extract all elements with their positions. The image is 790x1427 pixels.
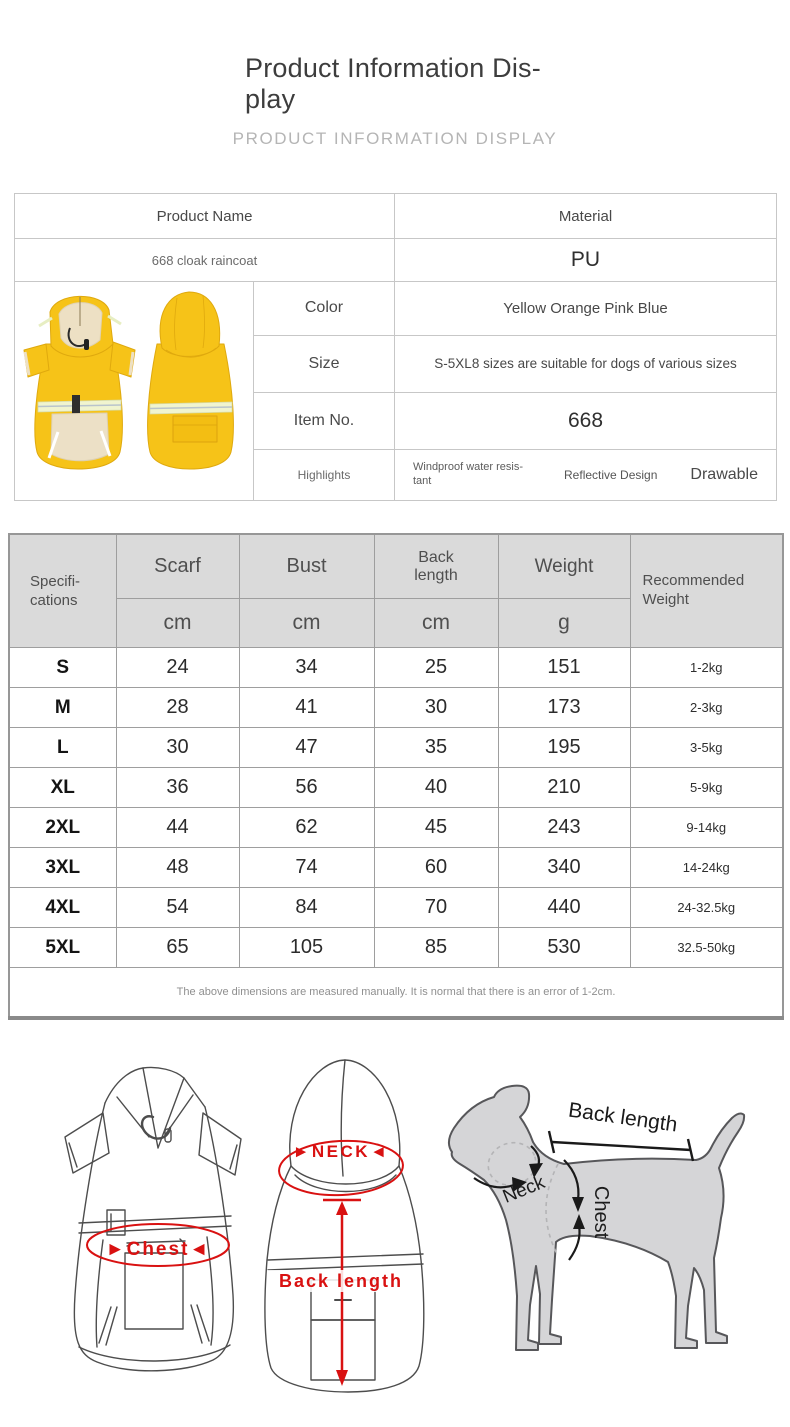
- product-name-value: 668 cloak raincoat: [15, 239, 395, 282]
- size-cell: 3XL: [9, 848, 116, 888]
- color-value: Yellow Orange Pink Blue: [395, 282, 777, 336]
- dog-chest-label: Chest: [590, 1185, 612, 1239]
- table-row: 5XL 65 105 85 530 32.5-50kg: [9, 928, 783, 968]
- color-label: Color: [254, 282, 395, 336]
- product-name-label: Product Name: [15, 194, 395, 239]
- table-row: XL 36 56 40 210 5-9kg: [9, 768, 783, 808]
- col-header-bust: Bust: [239, 534, 374, 599]
- table-row: M 28 41 30 173 2-3kg: [9, 688, 783, 728]
- size-cell: 5XL: [9, 928, 116, 968]
- table-row: 3XL 48 74 60 340 14-24kg: [9, 848, 783, 888]
- highlights-label: Highlights: [254, 450, 395, 501]
- table-row: L 30 47 35 195 3-5kg: [9, 728, 783, 768]
- col-header-back-length: Back length: [374, 534, 498, 599]
- back-sketch: [253, 1048, 443, 1396]
- back-length-bracket: [549, 1099, 693, 1161]
- highlight-item: Windproof water resis-tant: [413, 461, 524, 488]
- page-subtitle: PRODUCT INFORMATION DISPLAY: [232, 129, 558, 148]
- product-photo-front: [24, 296, 135, 469]
- col-header-specifications: Specifi- cations: [9, 534, 116, 648]
- unit-cm: cm: [239, 599, 374, 648]
- chest-annotation: [87, 1224, 229, 1266]
- page-title-line1: Product Information Dis-: [245, 53, 541, 83]
- col-header-recommended-weight: Recommended Weight: [630, 534, 783, 648]
- back-length-annotation: [267, 1200, 417, 1386]
- unit-cm: cm: [116, 599, 239, 648]
- size-cell: L: [9, 728, 116, 768]
- size-cell: M: [9, 688, 116, 728]
- product-photo-back: [147, 292, 233, 469]
- size-spec-table: [8, 533, 784, 1020]
- neck-label: ►NECK◄: [292, 1142, 390, 1161]
- front-sketch-lines: [65, 1067, 241, 1370]
- size-cell: 2XL: [9, 808, 116, 848]
- back-length-label: Back length: [278, 1271, 404, 1291]
- unit-g: g: [498, 599, 630, 648]
- front-sketch: [45, 1055, 260, 1385]
- highlight-item: Reflective Design: [564, 468, 658, 483]
- col-header-scarf: Scarf: [116, 534, 239, 599]
- item-no-label: Item No.: [254, 392, 395, 450]
- neck-annotation: [278, 1138, 405, 1198]
- raincoat-photo-illustration: [16, 282, 253, 496]
- material-label: Material: [395, 194, 777, 239]
- size-value: S-5XL8 sizes are suitable for dogs of various sizes: [395, 335, 777, 392]
- page-title-line2: play: [245, 83, 296, 114]
- dog-neck-label: Neck: [499, 1172, 548, 1208]
- unit-cm: cm: [374, 599, 498, 648]
- back-sketch-lines: [265, 1060, 424, 1392]
- highlights-values: [395, 461, 776, 489]
- size-cell: 4XL: [9, 888, 116, 928]
- dog-measure-diagram: [430, 1070, 780, 1390]
- chest-label: ►Chest◄: [105, 1239, 211, 1260]
- table-row: 2XL 44 62 45 243 9-14kg: [9, 808, 783, 848]
- dog-back-length-label: Back length: [566, 1098, 679, 1137]
- page-title: [245, 53, 541, 114]
- table-row: S 24 34 25 151 1-2kg: [9, 648, 783, 688]
- table-row: 4XL 54 84 70 440 24-32.5kg: [9, 888, 783, 928]
- measure-note: The above dimensions are measured manually. It is normal that there is an error of 1-2cm.: [9, 968, 783, 1018]
- material-value: PU: [395, 239, 777, 282]
- product-info-table: [14, 193, 777, 501]
- item-no-value: 668: [395, 392, 777, 450]
- col-header-weight: Weight: [498, 534, 630, 599]
- size-cell: S: [9, 648, 116, 688]
- size-label: Size: [254, 335, 395, 392]
- highlight-item: Drawable: [690, 466, 758, 484]
- product-photos: [15, 282, 254, 501]
- size-cell: XL: [9, 768, 116, 808]
